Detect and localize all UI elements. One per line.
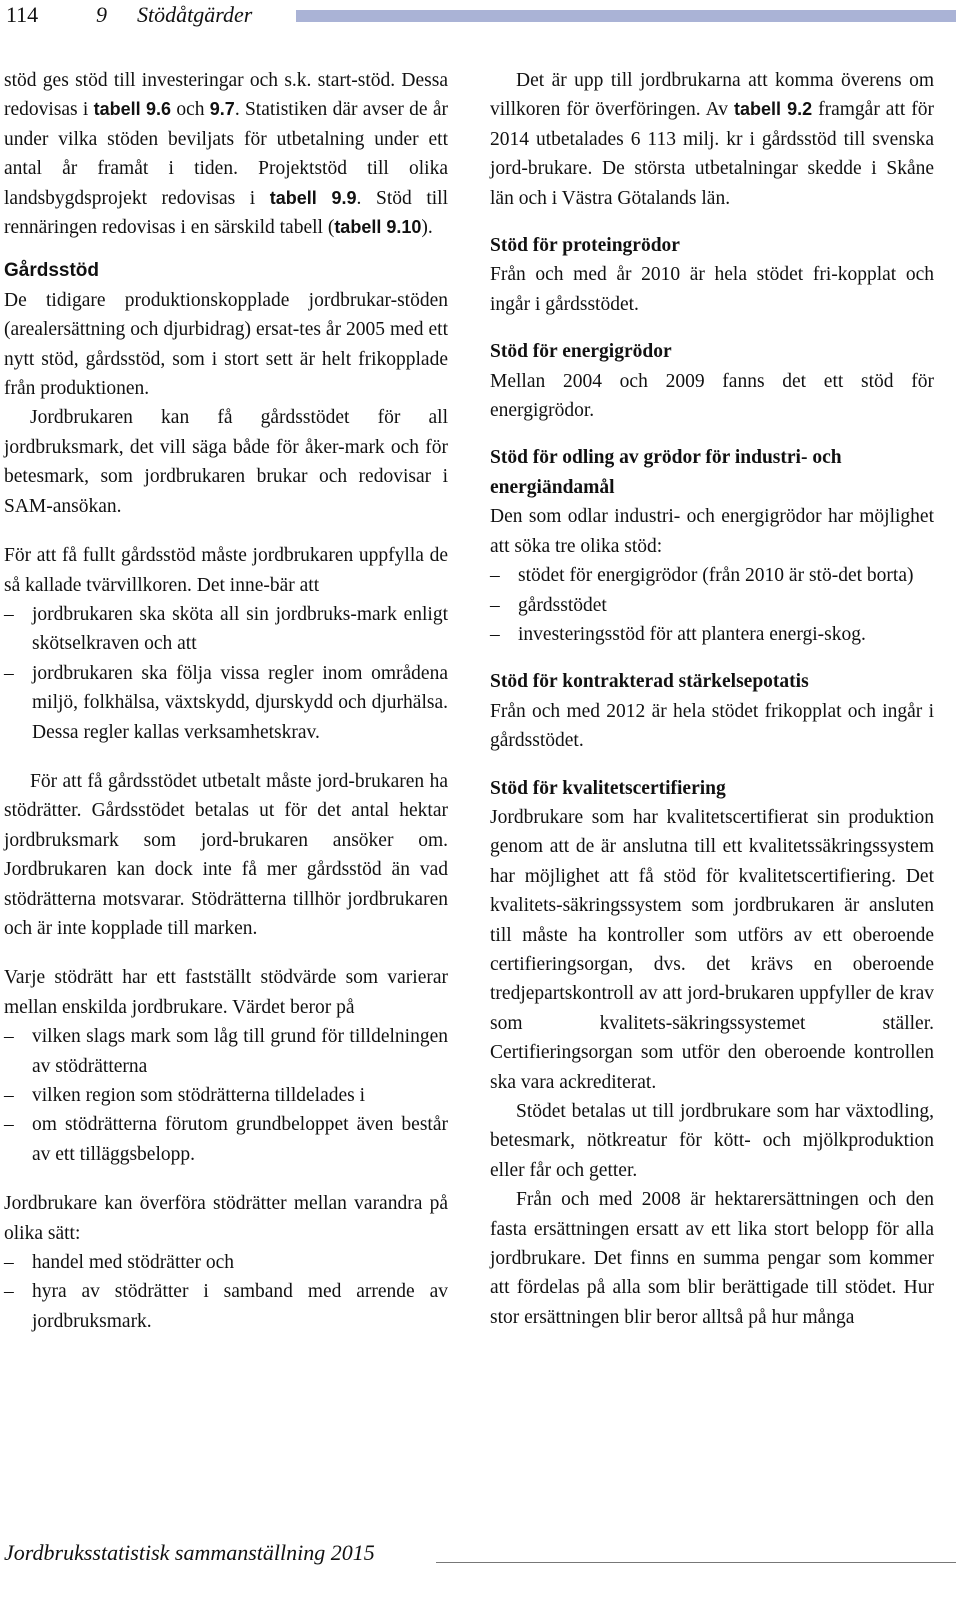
body-paragraph: Jordbrukare som har kvalitetscertifierat sin produktion genom att de är anslutna till ett kvalitetssäkringssystem har möjlighet att få stöd för kvalitetscertifiering. Det kvalitets-säkringssystem som jordbrukaren är ansluten till måste ha kontroller som utförs av ett oberoende certifieringsorgan, dvs. det krävs en oberoende tredjepartskontroll av att jord-brukaren uppfyller de krav som kvalitets-säkringssystemet ställer. Certifieringsorgan som utför den oberoende kontrollen ska vara ackrediterat. xyxy=(490,806,934,1093)
section-heading-gardsstod: Gårdsstöd xyxy=(4,260,100,282)
dash-list-industri xyxy=(490,561,934,649)
section-heading-industri: Stöd för odling av grödor för industri- och energiändamål xyxy=(490,447,842,498)
right-column xyxy=(490,66,934,1332)
list-item: – vilken region som stödrätterna tilldelades i xyxy=(4,1081,448,1110)
table-reference: tabell 9.9 xyxy=(269,187,357,208)
list-item: – jordbrukaren ska sköta all sin jordbruks-mark enligt skötselkraven och att xyxy=(4,600,448,659)
list-item: – gårdsstödet xyxy=(490,591,934,620)
running-header xyxy=(0,0,960,36)
text-run: Det är upp till jordbrukarna att komma överens om villkoren för överföringen. Av xyxy=(490,70,934,121)
section-heading-kvalitetscertifiering: Stöd för kvalitetscertifiering xyxy=(490,777,726,799)
body-paragraph: Jordbrukaren kan få gårdsstödet för all jordbruksmark, det vill säga både för åker-mark och för betesmark, som jordbrukaren brukar och redovisar i SAM-ansökan. xyxy=(4,407,448,517)
text-run: . Stöd till rennäringen redovisas i en särskild tabell ( xyxy=(4,187,448,239)
list-item: – stödet för energigrödor (från 2010 är stö-det borta) xyxy=(490,561,934,590)
list-item: – handel med stödrätter och xyxy=(4,1248,448,1277)
dash-list-stodvarde xyxy=(4,1022,448,1169)
list-item: – investeringsstöd för att plantera energi-skog. xyxy=(490,620,934,649)
list-item: – hyra av stödrätter i samband med arrende av jordbruksmark. xyxy=(4,1277,448,1336)
body-paragraph: För att få fullt gårdsstöd måste jordbrukaren uppfylla de så kallade tvärvillkoren. Det inne-bär att xyxy=(4,545,448,596)
publication-footer: Jordbruksstatistisk sammanställning 2015 xyxy=(4,1540,375,1565)
text-run: . Statistiken där avser de år under vilka stöden beviljats för utbetalning under ett antal år framåt i tiden. Projektstöd till olika landsbygdsprojekt redovisas i xyxy=(4,99,448,209)
list-item: – jordbrukaren ska följa vissa regler inom områdena miljö, folkhälsa, växtskydd, djurskydd och djurhälsa. Dessa regler kallas verksamhetskrav. xyxy=(4,659,448,747)
section-heading-starkelsepotatis: Stöd för kontrakterad stärkelsepotatis xyxy=(490,671,809,693)
list-item: – om stödrätterna förutom grundbeloppet även består av ett tilläggsbelopp. xyxy=(4,1110,448,1169)
list-item: – vilken slags mark som låg till grund för tilldelningen av stödrätterna xyxy=(4,1022,448,1081)
left-column xyxy=(4,66,448,1336)
section-heading-energigrodor: Stöd för energigrödor xyxy=(490,341,672,363)
table-reference: tabell 9.2 xyxy=(733,99,813,120)
text-run: framgår att för 2014 utbetalades 6 113 milj. kr i gårdsstöd till svenska jord-brukare. De största utbetalningar skedde i Skåne län och i Västra Götalands län. xyxy=(490,99,935,209)
intro-paragraph xyxy=(4,66,448,242)
table-reference: tabell 9.6 xyxy=(93,99,172,120)
header-color-bar xyxy=(296,10,956,22)
footer-rule xyxy=(436,1562,956,1563)
chapter-title: Stödåtgärder xyxy=(137,2,253,27)
body-paragraph: Från och med 2012 är hela stödet frikopplat och ingår i gårdsstödet. xyxy=(490,700,934,752)
text-run: stöd ges stöd till investeringar och s.k. start-stöd. Dessa redovisas i xyxy=(4,70,448,121)
text-run: och xyxy=(171,99,210,121)
body-paragraph: Från och med år 2010 är hela stödet fri-kopplat och ingår i gårdsstödet. xyxy=(490,264,934,315)
body-paragraph: Stödet betalas ut till jordbrukare som har växtodling, betesmark, nötkreatur för kött- och mjölkproduktion eller får och getter. xyxy=(490,1101,934,1181)
page-number: 114 xyxy=(6,2,39,27)
section-heading-proteingrodor: Stöd för proteingrödor xyxy=(490,235,680,257)
text-run: ). xyxy=(421,217,433,239)
dash-list-overforing xyxy=(4,1248,448,1336)
body-paragraph: Mellan 2004 och 2009 fanns det ett stöd för energigrödor. xyxy=(490,370,934,422)
body-paragraph: Den som odlar industri- och energigrödor har möjlighet att söka tre olika stöd: xyxy=(490,506,934,557)
dash-list-tvarvillkor xyxy=(4,600,448,747)
body-paragraph: De tidigare produktionskopplade jordbrukar-stöden (arealersättning och djurbidrag) ersat-tes år 2005 med ett nytt stöd, gårdsstöd, som i stort sett är helt frikopplade från produktionen. xyxy=(4,289,448,400)
body-paragraph: Från och med 2008 är hektarersättningen och den fasta ersättningen ersatt av ett lika stort belopp för alla jordbrukare. Det finns en summa pengar som kommer att fördelas på alla som blir berättigade till stödet. Hur stor ersättningen blir beror alltså på hur många xyxy=(490,1189,934,1328)
table-reference: 9.7 xyxy=(209,99,235,120)
chapter-number: 9 xyxy=(96,2,107,27)
body-paragraph: Jordbrukare kan överföra stödrätter mellan varandra på olika sätt: xyxy=(4,1193,448,1244)
body-paragraph: Varje stödrätt har ett fastställt stödvärde som varierar mellan enskilda jordbrukare. Värdet beror på xyxy=(4,967,448,1018)
body-paragraph xyxy=(490,66,934,213)
body-paragraph: För att få gårdsstödet utbetalt måste jord-brukaren ha stödrätter. Gårdsstödet betalas ut för det antal hektar jordbruksmark som jord-brukaren ansöker om. Jordbrukaren kan dock inte få mer gårdsstöd än vad stödrätterna motsvarar. Stödrätterna tillhör jordbrukaren och är inte kopplade till marken. xyxy=(4,770,448,939)
table-reference: tabell 9.10 xyxy=(334,217,422,238)
